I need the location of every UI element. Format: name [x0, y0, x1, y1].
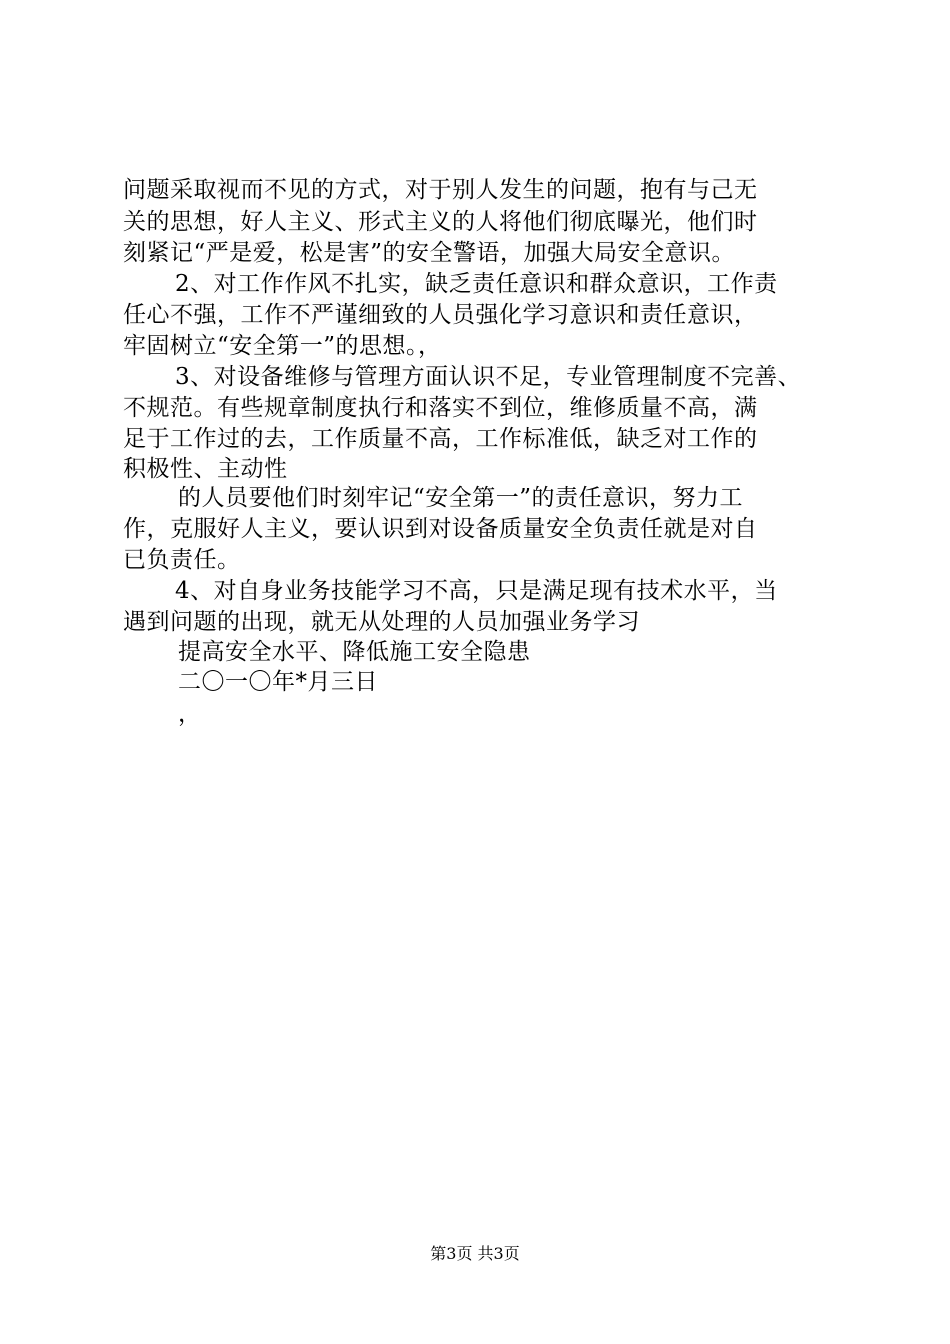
body-text-line: 2、对工作作风不扎实，缺乏责任意识和群众意识，工作责 [175, 271, 778, 297]
body-text-line: 遇到问题的出现，就无从处理的人员加强业务学习 [123, 609, 640, 635]
page-number-footer: 第3页 共3页 [430, 1244, 520, 1263]
body-text-line: 的人员要他们时刻牢记“安全第一”的责任意识，努力工 [178, 485, 744, 511]
body-text-line: 刻紧记“严是爱，松是害”的安全警语，加强大局安全意识。 [123, 240, 736, 266]
body-text-line: 已负责任。 [123, 547, 241, 573]
body-text-line: 任心不强，工作不严谨细致的人员强化学习意识和责任意识， [123, 302, 758, 328]
body-text-line: 足于工作过的去，工作质量不高，工作标准低，缺乏对工作的 [123, 426, 758, 452]
body-text-line: 4、对自身业务技能学习不高，只是满足现有技术水平，当 [175, 578, 778, 604]
date-line: 二〇一〇年*月三日 [178, 669, 378, 695]
body-text-line: 问题采取视而不见的方式，对于别人发生的问题，抱有与己无 [123, 177, 758, 203]
body-text-line: 提高安全水平、降低施工安全隐患 [178, 639, 531, 665]
body-text-line: 3、对设备维修与管理方面认识不足，专业管理制度不完善、 [175, 364, 802, 390]
body-text-line: 积极性、主动性 [123, 456, 288, 482]
body-text-line: 作，克服好人主义，要认识到对设备质量安全负责任就是对自 [123, 516, 758, 542]
body-text-line: ， [178, 701, 202, 727]
body-text-line: 牢固树立“安全第一”的思想。， [123, 333, 442, 359]
body-text-line: 不规范。有些规章制度执行和落实不到位，维修质量不高，满 [123, 395, 758, 421]
body-text-line: 关的思想，好人主义、形式主义的人将他们彻底曝光，他们时 [123, 209, 758, 235]
